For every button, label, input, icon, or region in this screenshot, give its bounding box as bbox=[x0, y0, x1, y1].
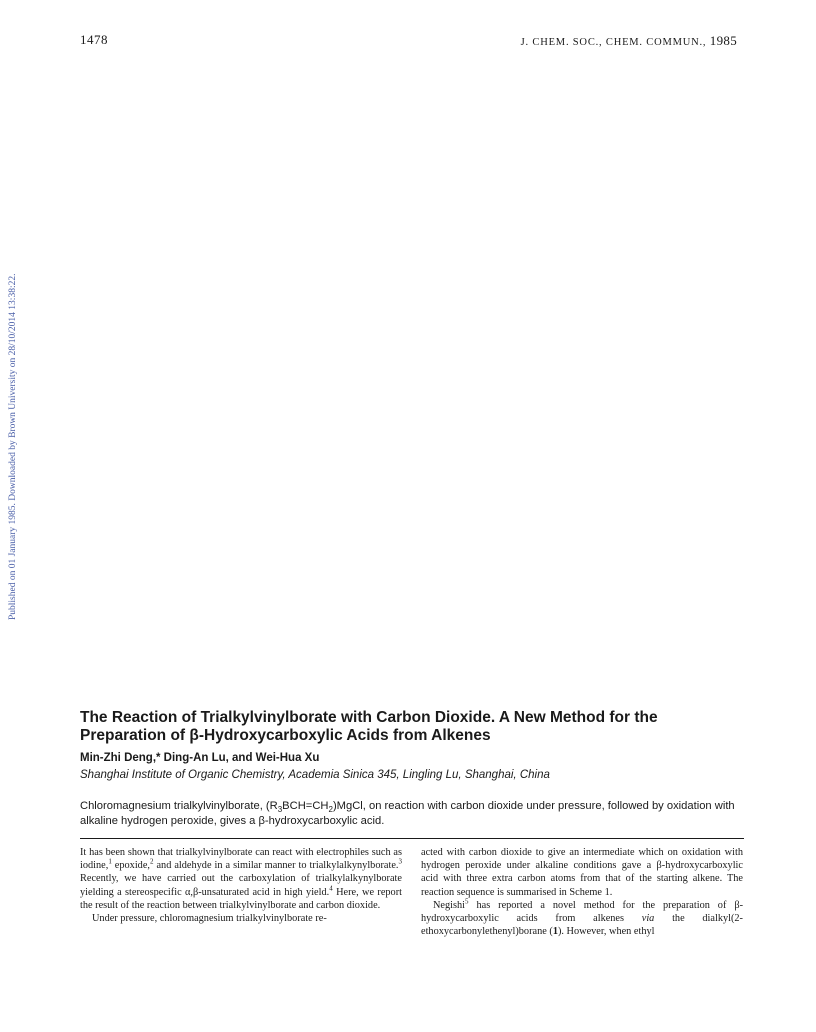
text-run: the dialkyl(2-ethoxycarbonylethenyl)borane ( bbox=[421, 913, 743, 938]
reference-5[interactable]: 5 bbox=[465, 897, 469, 906]
article-affiliation: Shanghai Institute of Organic Chemistry, Academia Sinica 345, Lingling Lu, Shanghai, China bbox=[80, 769, 550, 781]
body-column-left bbox=[80, 846, 402, 925]
text-run: has reported a novel method for the preparation of β-hydroxycarboxylic acids from alkenes bbox=[421, 899, 743, 925]
running-head bbox=[521, 33, 737, 49]
paragraph bbox=[80, 846, 402, 912]
body-column-right bbox=[421, 846, 743, 938]
abstract-text: )MgCl, on reaction with carbon dioxide under pressure, followed by oxidation with alkaline hydrogen peroxide, gives a β-hydroxycarboxylic acid. bbox=[80, 800, 735, 827]
abstract-subscript: 2 bbox=[328, 805, 333, 815]
abstract-divider bbox=[80, 838, 744, 839]
paragraph bbox=[421, 899, 743, 939]
abstract-subscript: 3 bbox=[277, 805, 283, 815]
abstract bbox=[80, 799, 745, 829]
journal-year: 1985 bbox=[709, 33, 737, 48]
page-number: 1478 bbox=[80, 32, 108, 47]
article-title: The Reaction of Trialkylvinylborate with Carbon Dioxide. A New Method for the Preparation of β-Hydroxycarboxylic Acids from Alkenes bbox=[80, 709, 658, 744]
text-run: epoxide, bbox=[111, 860, 150, 872]
text-run: ). However, when ethyl bbox=[557, 926, 655, 938]
reference-2[interactable]: 2 bbox=[149, 857, 154, 866]
reference-3[interactable]: 3 bbox=[398, 857, 402, 866]
reference-4[interactable]: 4 bbox=[329, 884, 333, 893]
text-run: and aldehyde in a similar manner to trialkylalkynylborate. bbox=[153, 860, 399, 872]
paragraph: Under pressure, chloromagnesium trialkylvinylborate re- bbox=[92, 913, 327, 925]
compound-number: 1 bbox=[552, 926, 558, 938]
reference-1[interactable]: 1 bbox=[108, 857, 112, 866]
abstract-text: Chloromagnesium trialkylvinylborate, (R bbox=[80, 800, 278, 812]
text-run: Recently, we have carried out the carboxylation of trialkylalkynylborate yielding a stereospecific α,β-unsaturated acid in high yield. bbox=[80, 873, 402, 898]
paragraph: acted with carbon dioxide to give an intermediate which on oxidation with hydrogen peroxide under alkaline conditions gave a β-hydroxycarboxylic acid with three extra carbon atoms from that of the starting alkene. The reaction sequence is summarised in Scheme 1. bbox=[421, 847, 743, 898]
text-run: Here, we report the result of the reaction between trialkylvinylborate and carbon dioxide. bbox=[80, 886, 402, 911]
text-run: It has been shown that trialkylvinylborate can react with electrophiles such as iodine, bbox=[80, 847, 402, 872]
italic-text: via bbox=[641, 913, 655, 925]
text-run: Negishi bbox=[433, 899, 466, 911]
abstract-text: BCH=CH bbox=[282, 800, 329, 812]
article-authors: Min-Zhi Deng,* Ding-An Lu, and Wei-Hua Xu bbox=[80, 752, 320, 764]
download-watermark[interactable]: Published on 01 January 1985. Downloaded by Brown University on 28/10/2014 13:38:22. bbox=[8, 273, 18, 620]
journal-name: J. CHEM. SOC., CHEM. COMMUN., bbox=[520, 37, 707, 48]
